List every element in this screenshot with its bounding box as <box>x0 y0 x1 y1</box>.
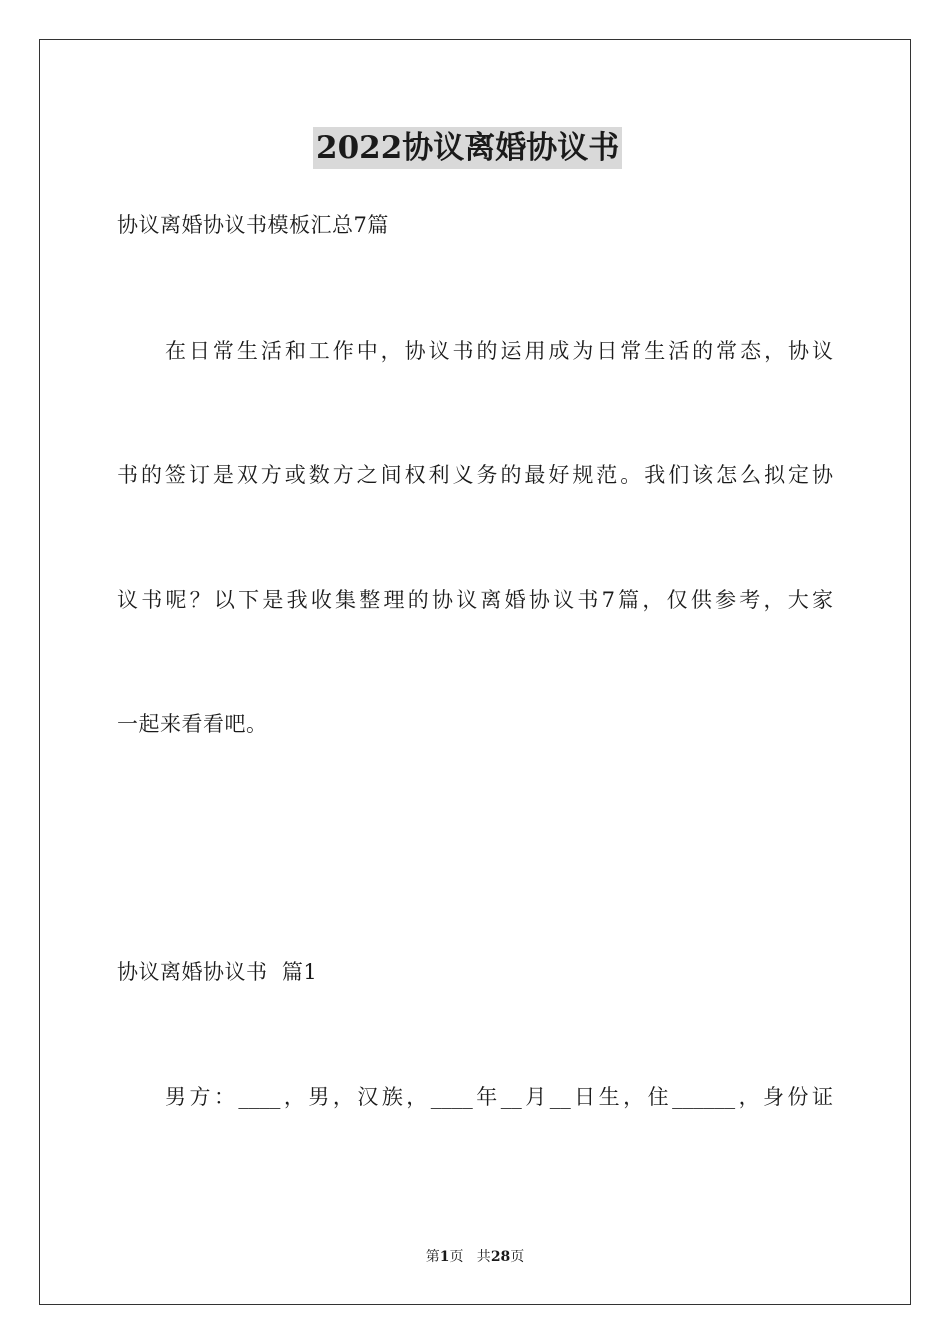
intro-line-3: 议书呢？以下是我收集整理的协议离婚协议书7篇，仅供参考，大家 <box>117 588 833 612</box>
footer-prefix: 第 <box>425 1249 440 1265</box>
body-line-1: 男方：____，男，汉族，____年__月__日生，住______，身份证 <box>165 1085 833 1109</box>
footer-mid: 页 共 <box>449 1249 491 1265</box>
intro-line-1: 在日常生活和工作中，协议书的运用成为日常生活的常态，协议 <box>165 339 833 363</box>
intro-line-2: 书的签订是双方或数方之间权利义务的最好规范。我们该怎么拟定协 <box>117 463 833 487</box>
document-title: 2022协议离婚协议书 <box>313 127 622 169</box>
section-heading: 协议离婚协议书 篇1 <box>117 960 318 984</box>
footer-page-number: 1 <box>439 1249 450 1265</box>
page-footer <box>0 1248 950 1266</box>
footer-suffix: 页 <box>510 1249 525 1265</box>
footer-total-pages: 28 <box>490 1249 511 1265</box>
document-subtitle: 协议离婚协议书模板汇总7篇 <box>117 213 389 237</box>
intro-line-4: 一起来看看吧。 <box>117 712 268 736</box>
